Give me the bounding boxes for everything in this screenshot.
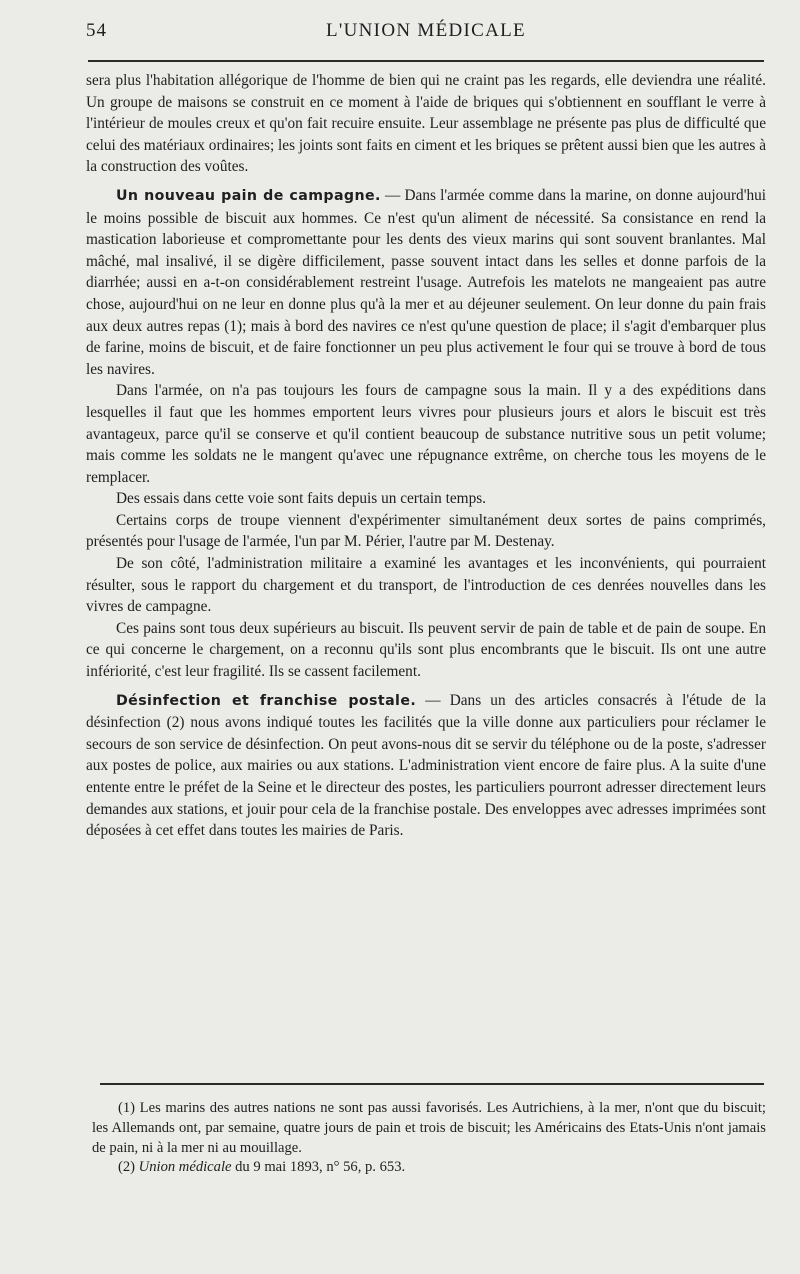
article-body	[86, 70, 766, 842]
header-rule	[88, 60, 764, 62]
page-header	[86, 20, 766, 50]
paragraph-compressed-breads: Certains corps de troupe viennent d'expérimenter simultanément deux sortes de pains comprimés, présentés pour l'usage de l'armée, l'un par M. Périer, l'autre par M. Destenay.	[86, 511, 766, 551]
footnotes	[92, 1099, 766, 1178]
footnote-2-journal-title: Union médicale	[138, 1159, 232, 1176]
footnote-2-number: (2)	[118, 1159, 139, 1176]
running-title: L'UNION MÉDICALE	[326, 20, 526, 41]
footnote-2	[92, 1158, 766, 1178]
section-disinfection	[86, 690, 766, 842]
section-text-disinfection: — Dans un des articles consacrés à l'étude de la désinfection (2) nous avons indiqué toutes les facilités que la ville donne aux particuliers pour réclamer le secours de son service de désinfection. On peut avons-nous dit se servir du téléphone ou de la poste, s'adresser aux postes de police, aux mairies ou aux stations. L'administration vient encore de faire plus. A la suite d'une entente entre le préfet de la Seine et le directeur des postes, les particuliers pourront adresser directement leurs demandes aux stations, et jouir pour cela de la franchise postale. Des enveloppes avec adresses imprimées sont déposées à cet effet dans toutes les mairies de Paris.	[86, 691, 766, 840]
section-title-new-bread: Un nouveau pain de campagne.	[116, 187, 381, 204]
section-new-bread	[86, 185, 766, 380]
page-number: 54	[86, 20, 107, 41]
section-text-new-bread: — Dans l'armée comme dans la marine, on donne aujourd'hui le moins possible de biscuit aux hommes. Ce n'est qu'un aliment de nécessité. Sa consistance en rend la mastication laborieuse et compromettante pour les dents des vieux marins qui sont souvent branlantes. Mal mâché, mal insalivé, il se digère difficilement, passe souvent intact dans les selles et donne parfois de la diarrhée; aussi en a-t-on considérablement restreint l'usage. Autrefois les matelots ne mangeaient pas autre chose, aujourd'hui on ne leur en donne plus qu'à la mer et au déjeuner seulement. On leur donne du pain frais aux deux autres repas (1); mais à bord des navires ce n'est qu'une question de place; il s'agit d'embarquer plus de farine, moins de biscuit, et de faire fonctionner un peu plus activement le four qui se trouve à bord de tous les navires.	[86, 186, 767, 378]
footnote-1: (1) Les marins des autres nations ne sont pas aussi favorisés. Les Autrichiens, à la mer, n'ont que du biscuit; les Allemands ont, par semaine, quatre jours de pain et trois de biscuit; les Américains des Etats-Unis n'ont jamais de pain, ni à la mer ni au mouillage.	[92, 1100, 766, 1156]
footnote-2-reference: du 9 mai 1893, n° 56, p. 653.	[231, 1159, 406, 1176]
footnote-rule	[100, 1083, 764, 1085]
section-title-disinfection: Désinfection et franchise postale.	[116, 692, 417, 709]
paragraph-glass-houses: sera plus l'habitation allégorique de l'homme de bien qui ne craint pas les regards, elle deviendra une réalité. Un groupe de maisons se construit en ce moment à l'aide de briques qui s'obtiennent en soufflant le verre à l'intérieur de moules creux et qu'on fait recuire ensuite. Leur assemblage ne présente pas plus de difficulté que celui des matériaux ordinaires; les joints sont faits en ciment et les briques se prêtent aussi bien que les autres à la construction des voûtes.	[86, 72, 766, 176]
paragraph-trials: Des essais dans cette voie sont faits depuis un certain temps.	[116, 490, 487, 508]
paragraph-administration: De son côté, l'administration militaire a examiné les avantages et les inconvénients, qui pourraient résulter, sous le rapport du chargement et du transport, de l'introduction de ces denrées nouvelles dans les vivres de campagne.	[86, 555, 766, 616]
paragraph-army-ovens: Dans l'armée, on n'a pas toujours les fours de campagne sous la main. Il y a des expéditions dans lesquelles il faut que les hommes emportent leurs vivres pour plusieurs jours et alors le biscuit est très avantageux, parce qu'il se conserve et qu'il contient beaucoup de substance nutritive sous un petit volume; mais comme les soldats ne le mangent qu'avec une répugnance extrême, on cherche tous les moyens de le remplacer.	[86, 382, 766, 486]
paragraph-bread-comparison: Ces pains sont tous deux supérieurs au biscuit. Ils peuvent servir de pain de table et de pain de soupe. En ce qui concerne le chargement, on a reconnu qu'ils sont plus encombrants que le biscuit. Ils ont une autre infériorité, c'est leur fragilité. Ils se cassent facilement.	[86, 619, 766, 681]
